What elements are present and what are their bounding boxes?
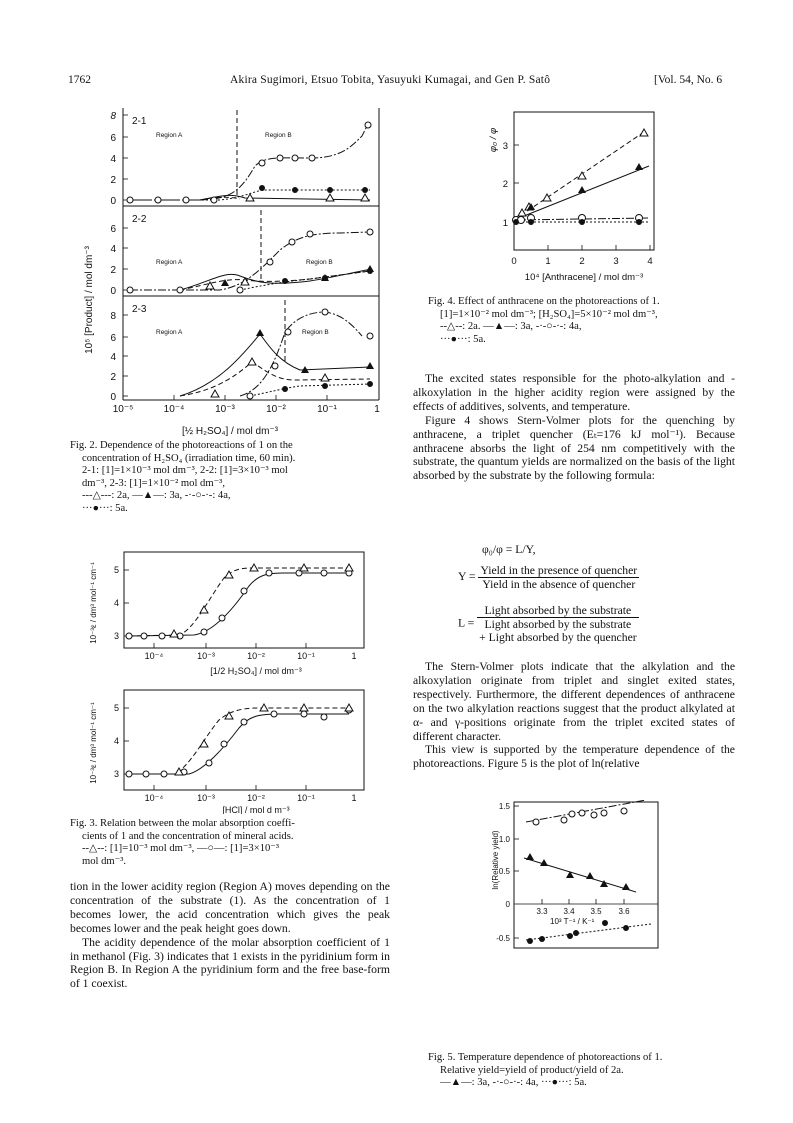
svg-text:10⁻²: 10⁻² <box>247 651 265 661</box>
svg-text:2: 2 <box>110 265 116 276</box>
svg-text:1.5: 1.5 <box>498 802 510 811</box>
svg-text:10⁻⁴: 10⁻⁴ <box>144 793 164 803</box>
svg-text:4: 4 <box>110 244 116 255</box>
svg-text:3.5: 3.5 <box>590 907 602 916</box>
svg-text:[½ H₂SO₄] / mol dm⁻³: [½ H₂SO₄] / mol dm⁻³ <box>181 426 279 436</box>
svg-text:1: 1 <box>351 651 357 661</box>
svg-text:2: 2 <box>110 372 116 383</box>
running-authors: Akira Sugimori, Etsuo Tobita, Yasuyuki Kumagai, and Gen P. Satô <box>230 74 551 86</box>
svg-text:6: 6 <box>110 133 116 144</box>
svg-text:3: 3 <box>113 769 119 779</box>
volume-info: [Vol. 54, No. 6 <box>654 74 723 86</box>
svg-text:10⁴ [Anthracene] / mol dm⁻³: 10⁴ [Anthracene] / mol dm⁻³ <box>524 272 644 283</box>
svg-text:6: 6 <box>110 224 116 235</box>
svg-text:4: 4 <box>113 736 119 746</box>
svg-text:3.6: 3.6 <box>618 907 630 916</box>
svg-text:Region B: Region B <box>302 329 329 336</box>
fig2-chart <box>80 100 380 436</box>
svg-text:8: 8 <box>110 311 116 322</box>
svg-text:4: 4 <box>110 352 116 363</box>
right-body-text-top: The excited states responsible for the photo-alkylation and -alkoxylation in the higher acidity region were assigned by the effects of additives, solvents, and temperature. Figure 4 shows Stern-Volmer plots for the quenching by anthracene, a triplet quencher (Eₜ=176 kJ mol⁻¹). Because anthracene absorbs the light of 254 nm competitively with the substrate, the quantum yields are normalized on the basis of the light absorbed by the substrate by the following formula: <box>413 372 735 483</box>
svg-text:4: 4 <box>110 154 116 165</box>
right-body-text-bottom: The Stern-Volmer plots indicate that the alkylation and the alkoxylation originate from triplet and singlet exited states, respectively. Furthermore, the different dependences of anthracene on the two alkylation reactions suggest that the product alkylated at α- and γ-positions originate from the triplet excited states of different character. This view is supported by the temperature dependence of the photoreactions. Figure 5 is the plot of ln(relative <box>413 660 735 771</box>
svg-text:2: 2 <box>110 175 116 186</box>
page-number: 1762 <box>68 74 91 86</box>
svg-text:8: 8 <box>110 111 116 122</box>
svg-text:3.4: 3.4 <box>563 907 575 916</box>
svg-text:10⁻²: 10⁻² <box>247 793 265 803</box>
svg-text:Region A: Region A <box>156 132 183 139</box>
svg-text:10⁻⁴: 10⁻⁴ <box>144 651 164 661</box>
svg-text:10⁻⁵: 10⁻⁵ <box>112 404 134 415</box>
svg-text:Region A: Region A <box>156 329 183 336</box>
svg-text:φ₀ / φ: φ₀ / φ <box>488 127 499 153</box>
svg-text:0: 0 <box>110 392 116 403</box>
equation-y: Y = $\frac{\text{Yield in the presence of quencher}}{\text{Yield in the absence of quencher}}$ <box>458 564 638 591</box>
svg-text:10⁻²: 10⁻² <box>266 404 286 415</box>
svg-text:10⁵ [Product] / mol dm⁻³: 10⁵ [Product] / mol dm⁻³ <box>84 246 95 354</box>
fig5-caption: Fig. 5. Temperature dependence of photoreactions of 1. Relative yield=yield of product/yield of 2a. —▲—: 3a, -·-○-·-: 4a, ···●···: 5a. <box>428 1052 663 1089</box>
svg-text:10⁻⁴: 10⁻⁴ <box>163 404 185 415</box>
svg-text:10⁻³: 10⁻³ <box>215 404 235 415</box>
svg-text:3: 3 <box>113 631 119 641</box>
fig3-chart <box>84 548 374 814</box>
svg-text:[HCl] / mol d m⁻³: [HCl] / mol d m⁻³ <box>222 805 290 814</box>
fig3-caption: Fig. 3. Relation between the molar absorption coeffi- cients of 1 and the concentration of mineral acids. --△--: [1]=10⁻³ mol dm⁻³, —○—: [1]=3×10⁻³ mol dm⁻³. <box>70 818 295 867</box>
fig4-caption: Fig. 4. Effect of anthracene on the photoreactions of 1. [1]=1×10⁻² mol dm⁻³; [H₂SO₄]=5×10⁻² mol dm⁻³, --△--: 2a. —▲—: 3a, -·-○-·-: 4a, ···●···: 5a. <box>428 296 660 345</box>
svg-text:1: 1 <box>374 404 380 415</box>
svg-text:2-3: 2-3 <box>132 304 147 315</box>
svg-text:0: 0 <box>511 256 517 267</box>
svg-text:4: 4 <box>647 256 653 267</box>
svg-text:3.3: 3.3 <box>536 907 548 916</box>
equation-l: L = Light absorbed by the substrate Light absorbed by the substrate + Light absorbed by the quencher <box>458 604 637 644</box>
svg-text:-0.5: -0.5 <box>496 934 510 943</box>
svg-text:2: 2 <box>502 179 508 190</box>
left-body-text: tion in the lower acidity region (Region A) moves depending on the concentration of the substrate (1). As the concentration of 1 becomes lower, the acid concentration which gives the peak becomes lower and the peak height goes down. The acidity dependence of the molar absorption coefficient of 1 in methanol (Fig. 3) indicates that 1 exists in the pyridinium form in Region B. In Region A the pyridinium form and the free base-form of 1 coexist. <box>70 880 390 991</box>
svg-text:10⁻¹: 10⁻¹ <box>297 793 315 803</box>
svg-text:0.5: 0.5 <box>498 867 510 876</box>
svg-text:4: 4 <box>113 598 119 608</box>
svg-text:0: 0 <box>110 196 116 207</box>
svg-text:1: 1 <box>545 256 551 267</box>
svg-text:Region B: Region B <box>306 259 333 266</box>
svg-text:10³ T⁻¹ / K⁻¹: 10³ T⁻¹ / K⁻¹ <box>550 917 595 926</box>
svg-text:10⁻³: 10⁻³ <box>197 651 215 661</box>
svg-text:10⁻¹: 10⁻¹ <box>297 651 315 661</box>
svg-text:Region A: Region A <box>156 259 183 266</box>
svg-text:5: 5 <box>113 565 119 575</box>
svg-text:2-1: 2-1 <box>132 116 147 127</box>
svg-text:2-2: 2-2 <box>132 214 147 225</box>
svg-text:6: 6 <box>110 333 116 344</box>
svg-text:10⁻³ε / dm³ mol⁻¹ cm⁻¹: 10⁻³ε / dm³ mol⁻¹ cm⁻¹ <box>89 562 98 644</box>
fig5-chart <box>486 800 666 950</box>
svg-text:[1/2 H₂SO₄] / mol dm⁻³: [1/2 H₂SO₄] / mol dm⁻³ <box>210 666 302 676</box>
equation-phi: φ₀/φ = L/Y, <box>482 543 536 556</box>
svg-text:ln(Relative yield): ln(Relative yield) <box>491 830 500 890</box>
svg-text:1: 1 <box>351 793 357 803</box>
fig4-chart <box>484 110 664 295</box>
svg-text:2: 2 <box>579 256 585 267</box>
svg-text:1.0: 1.0 <box>498 835 510 844</box>
svg-text:3: 3 <box>613 256 619 267</box>
svg-text:3: 3 <box>502 141 508 152</box>
svg-text:0: 0 <box>110 286 116 297</box>
svg-text:0: 0 <box>505 900 510 909</box>
svg-text:10⁻³ε / dm³ mol⁻¹ cm⁻¹: 10⁻³ε / dm³ mol⁻¹ cm⁻¹ <box>89 702 98 784</box>
fig2-caption: Fig. 2. Dependence of the photoreactions of 1 on the concentration of H₂SO₄ (irradiation time, 60 min). 2-1: [1]=1×10⁻³ mol dm⁻³, 2-2: [1]=3×10⁻³ mol dm⁻³, 2-3: [1]=1×10⁻² mol dm⁻³, ---△---: 2a, —▲—: 3a, -·-○-·-: 4a, ···●···: 5a. <box>70 440 296 514</box>
svg-text:5: 5 <box>113 703 119 713</box>
svg-text:10⁻³: 10⁻³ <box>197 793 215 803</box>
svg-text:10⁻¹: 10⁻¹ <box>317 404 337 415</box>
svg-text:1: 1 <box>502 218 508 229</box>
svg-text:Region B: Region B <box>265 132 292 139</box>
